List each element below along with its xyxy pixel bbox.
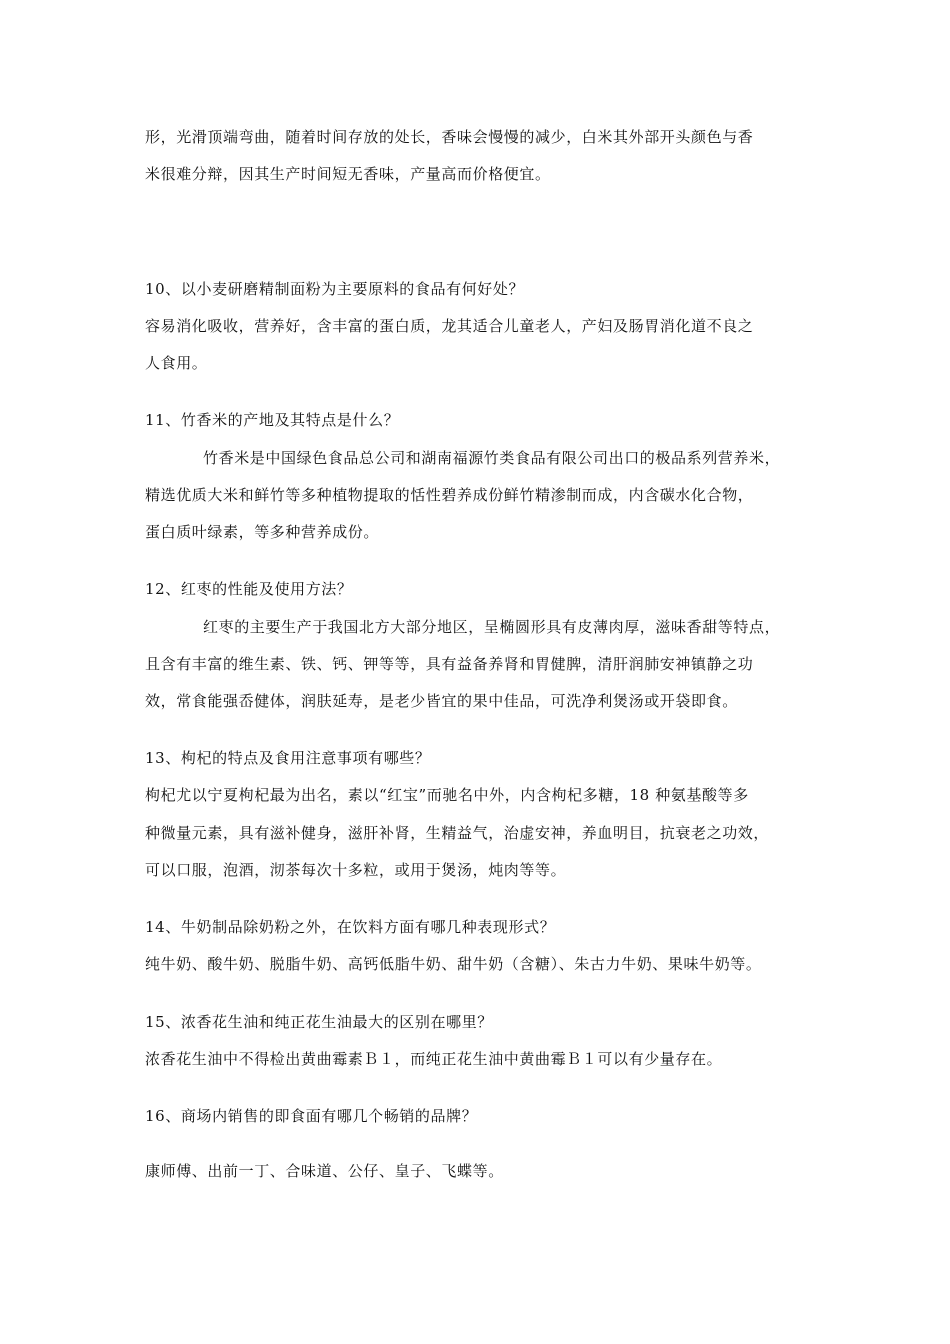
intro-line-1: 形，光滑顶端弯曲，随着时间存放的处长，香味会慢慢的减少，白米其外部开头颜色与香 bbox=[145, 128, 754, 146]
answer-12-line-3: 效，常食能强岙健体，润肤延寿，是老少皆宜的果中佳品，可洗净利煲汤或开袋即食。 bbox=[145, 692, 738, 710]
answer-11-line-3: 蛋白质叶绿素，等多种营养成份。 bbox=[145, 523, 380, 541]
question-13: 13、枸杞的特点及食用注意事项有哪些？ bbox=[145, 749, 431, 767]
question-10: 10、以小麦研磨精制面粉为主要原料的食品有何好处？ bbox=[145, 280, 525, 298]
answer-12-line-1: 红枣的主要生产于我国北方大部分地区，呈椭圆形具有皮薄肉厚，滋味香甜等特点， bbox=[203, 618, 781, 636]
answer-10-line-2: 人食用。 bbox=[145, 354, 208, 372]
answer-14-line-1: 纯牛奶、酸牛奶、脱脂牛奶、高钙低脂牛奶、甜牛奶（含糖）、朱古力牛奶、果味牛奶等。 bbox=[145, 955, 762, 973]
question-12: 12、红枣的性能及使用方法？ bbox=[145, 580, 353, 598]
answer-12-line-2: 且含有丰富的维生素、铁、钙、钾等等，具有益备养肾和胃健脾，清肝润肺安神镇静之功 bbox=[145, 655, 754, 673]
question-14: 14、牛奶制品除奶粉之外，在饮料方面有哪几种表现形式？ bbox=[145, 918, 556, 936]
answer-13-line-3: 可以口服，泡酒，沏茶每次十多粒，或用于煲汤，炖肉等等。 bbox=[145, 861, 567, 879]
answer-11-line-2: 精选优质大米和鲜竹等多种植物提取的恬性碧养成份鲜竹精渗制而成，内含碳水化合物， bbox=[145, 486, 754, 504]
question-11: 11、竹香米的产地及其特点是什么？ bbox=[145, 411, 400, 429]
answer-11-line-1: 竹香米是中国绿色食品总公司和湖南福源竹类食品有限公司出口的极品系列营养米， bbox=[203, 449, 781, 467]
answer-13-line-2: 种微量元素，具有滋补健身，滋肝补肾，生精益气，治虚安神，养血明目，抗衰老之功效， bbox=[145, 824, 770, 842]
answer-13-line-1: 枸杞尤以宁夏枸杞最为出名，素以“红宝”而驰名中外，内含枸杞多糖，18 种氨基酸等多 bbox=[145, 786, 749, 804]
answer-10-line-1: 容易消化吸收，营养好，含丰富的蛋白质，龙其适合儿童老人，产妇及肠胃消化道不良之 bbox=[145, 317, 754, 335]
question-16: 16、商场内销售的即食面有哪几个畅销的品牌？ bbox=[145, 1107, 478, 1125]
question-15: 15、浓香花生油和纯正花生油最大的区别在哪里？ bbox=[145, 1013, 493, 1031]
answer-16-line-1: 康师傅、出前一丁、合味道、公仔、皇子、飞蝶等。 bbox=[145, 1162, 504, 1180]
intro-line-2: 米很难分辩，因其生产时间短无香味，产量高而价格便宜。 bbox=[145, 165, 551, 183]
answer-15-line-1: 浓香花生油中不得检出黄曲霉素Ｂ１，而纯正花生油中黄曲霉Ｂ１可以有少量存在。 bbox=[145, 1050, 723, 1068]
